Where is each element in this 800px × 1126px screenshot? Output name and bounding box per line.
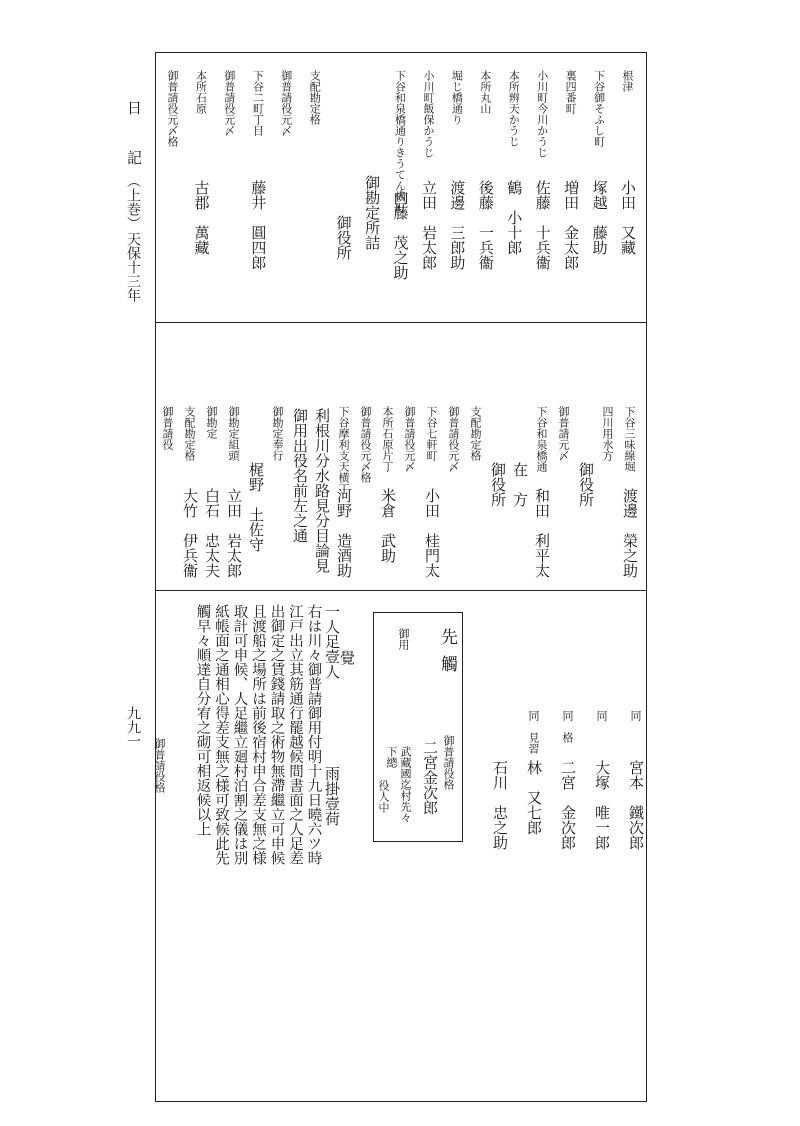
top-location-7: 小川町飯保かうじ: [421, 70, 435, 158]
memo-line-6: 觸早々順達自分宥之砌可相返候以上: [194, 604, 211, 836]
middle-label-13: 下谷摩利支天横丁: [337, 406, 350, 494]
top-location-0: 根津: [621, 70, 634, 92]
middle-label-8: 御普請役元〆: [447, 406, 460, 472]
middle-label-0: 下谷三味線堀: [623, 406, 636, 472]
bottom-name-2: 二宮 金次郎: [559, 760, 577, 850]
top-name-8: 内藤 茂之助: [391, 190, 410, 280]
middle-name-11: 米倉 武助: [379, 488, 397, 563]
middle-name-4: 和田 利平太: [533, 488, 551, 578]
notice-left-label: 御用: [397, 628, 410, 650]
notice-name: 二宮金次郎: [421, 740, 439, 815]
middle-label-4: 下谷和泉橋通: [535, 406, 548, 472]
middle-name-18: 立田 岩太郎: [225, 488, 243, 578]
bottom-name-1: 大塚 唯一郎: [593, 760, 611, 850]
memo-line-4: 取計可申候、人足繼立廻村泊割之儀は別: [231, 604, 248, 865]
bottom-name-3: 林 又七郎: [525, 760, 543, 835]
bottom-rank-1: 同: [595, 710, 608, 721]
memo-first-line-right: 雨掛壹荷: [323, 766, 341, 826]
middle-label-11: 本所石原片丁: [381, 406, 394, 472]
middle-name-5: 在 方: [511, 462, 529, 507]
middle-name-0: 渡邊 榮之助: [621, 488, 639, 578]
header-title-2: 記: [125, 150, 143, 165]
middle-label-10: 御普請役元〆: [403, 406, 416, 472]
top-name-15: 古郡 萬藏: [192, 180, 211, 255]
top-location-15: 本所石原: [194, 70, 208, 114]
bottom-rank-0: 同: [629, 710, 642, 721]
notice-dest-3: 役人中: [377, 780, 390, 813]
notice-dest-2: 下總: [385, 746, 398, 768]
middle-label-1: 四川用水方: [601, 406, 614, 461]
middle-name-2: 御役所: [577, 462, 595, 507]
middle-name-17: 梶野 土佐守: [247, 462, 265, 552]
memo-line-2: 出御定之賃錢請取之術物無滯繼立可申候: [268, 604, 285, 865]
header-era: 天保十三年: [125, 232, 141, 302]
notice-title: 先觸: [437, 628, 457, 682]
notice-dest-1: 武藏國迄村先々: [399, 746, 412, 823]
top-name-7: 立田 岩太郎: [419, 180, 438, 270]
memo-line-5: 紙帳面之通相心得差支無之様可致候此先: [213, 604, 229, 865]
header-volume: （上巻）: [125, 174, 141, 230]
top-location-12: 御普請役元〆: [279, 70, 293, 136]
memo-first-line: 一人足壹人: [323, 604, 341, 679]
middle-name-13: 河野 造酒助: [335, 488, 353, 578]
top-location-2: 裏四番町: [564, 70, 578, 114]
bottom-rank-3: 同 見習: [527, 710, 540, 754]
middle-label-16: 御勘定奉行: [271, 406, 284, 461]
middle-name-19: 白石 忠太夫: [203, 488, 221, 578]
memo-heading: 覺: [338, 650, 356, 665]
middle-name-6: 御役所: [489, 462, 507, 507]
memo-sign: 御普請役格: [153, 738, 166, 793]
top-location-4: 本所辨天かうじ: [507, 70, 521, 147]
middle-label-12: 御普請役元〆格: [359, 406, 372, 483]
section-divider-bottom: [155, 590, 647, 591]
top-location-13: 下谷二町丁目: [251, 70, 265, 136]
middle-label-7: 支配勘定格: [469, 406, 482, 461]
middle-name-14: 利根川分水路見分目論見: [313, 408, 331, 573]
middle-name-9: 小田 桂門太: [423, 488, 441, 578]
top-name-13: 藤井 圓四郎: [249, 180, 268, 270]
middle-label-21: 御普請役: [161, 406, 174, 450]
middle-label-18: 御勘定組頭: [227, 406, 240, 461]
top-name-3: 佐藤 十兵衞: [533, 180, 552, 270]
top-location-5: 本所丸山: [478, 70, 492, 114]
top-location-6: 堀じ橋通り: [450, 70, 464, 125]
bottom-rank-2: 同 格: [561, 710, 574, 743]
memo-line-3: 且渡船之場所は前後宿村申合差支無之様: [250, 604, 266, 865]
top-name-2: 増田 金太郎: [562, 180, 581, 270]
memo-line-0: 右は川々御普請御用付明十九日曉六ツ時: [305, 604, 322, 865]
middle-label-20: 支配勘定格: [183, 406, 196, 461]
notice-rank: 御普請役格: [442, 735, 455, 790]
top-location-11: 支配勘定格: [308, 70, 322, 125]
middle-label-3: 御普請元〆: [557, 406, 570, 461]
top-name-6: 渡邊 三郎助: [448, 180, 467, 270]
top-name-0: 小田 又藏: [619, 180, 637, 255]
section-divider-top: [155, 322, 647, 323]
top-name-1: 塚越 藤助: [590, 180, 609, 255]
top-location-14: 御普請役元〆: [222, 70, 236, 136]
middle-name-20: 大竹 伊兵衞: [181, 488, 199, 578]
top-location-3: 小川町今川かうじ: [535, 70, 549, 158]
bottom-name-4: 石川 忠之助: [491, 760, 509, 850]
middle-label-19: 御勘定: [205, 406, 218, 439]
page-number: 九九一: [125, 706, 141, 748]
middle-label-9: 下谷七軒町: [425, 406, 438, 461]
top-location-8: 下谷和泉橋通りきうてん横町: [393, 70, 407, 213]
top-location-16: 御普請役元〆格: [166, 70, 179, 147]
top-location-1: 下谷御そふし町: [592, 70, 606, 147]
middle-name-15: 御用出役名前左之通: [291, 408, 309, 543]
top-name-5: 後藤 一兵衞: [476, 180, 495, 270]
memo-line-1: 江戸出立其筋通行罷越候間書面之人足差: [287, 604, 303, 865]
top-name-4: 鶴 小十郎: [505, 180, 524, 255]
top-name-9: 御勘定所詰: [363, 175, 382, 250]
top-name-10: 御役所: [334, 215, 353, 260]
header-title-1: 日: [125, 100, 143, 115]
bottom-name-0: 宮本 鐵次郎: [627, 760, 645, 850]
